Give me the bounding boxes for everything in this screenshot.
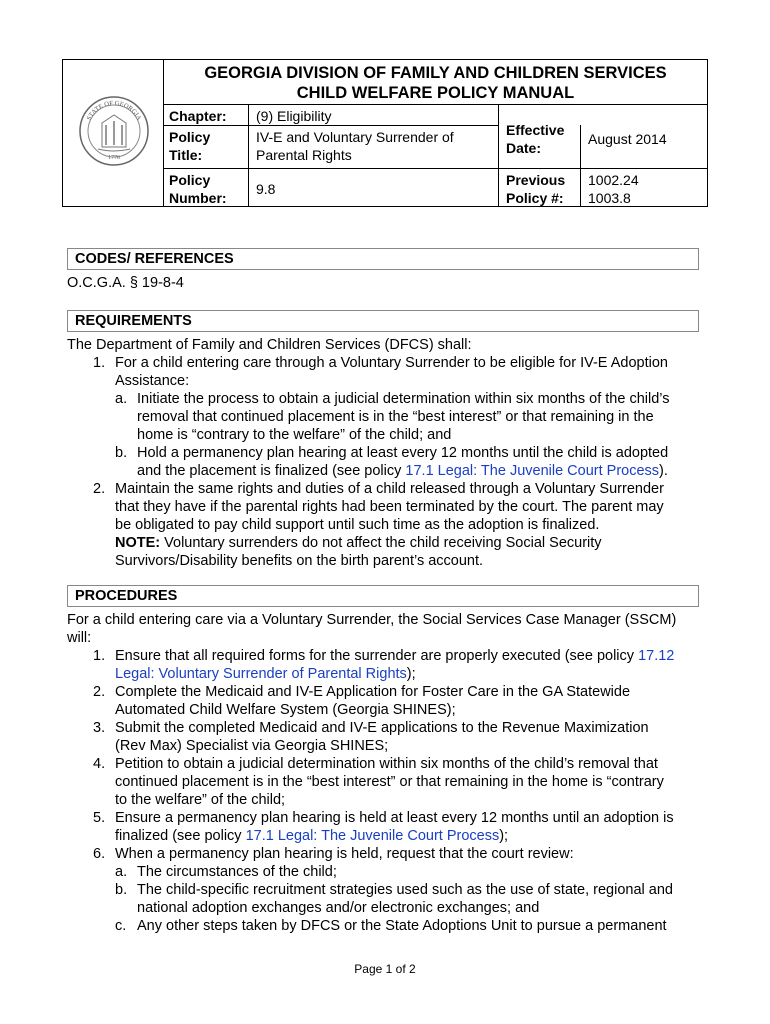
list-letter: b. [115, 445, 128, 461]
manual-title [164, 60, 707, 105]
list-number: 2. [93, 481, 106, 497]
seal-cell [63, 60, 164, 206]
list-item: and the placement is finalized (see policy 17.1 Legal: The Juvenile Court Process). [137, 463, 668, 479]
list-item: (Rev Max) Specialist via Georgia SHINES; [115, 738, 389, 754]
title-line-2: CHILD WELFARE POLICY MANUAL [296, 84, 575, 102]
divider [164, 168, 707, 169]
list-item: Submit the completed Medicaid and IV-E applications to the Revenue Maximization [115, 720, 649, 736]
divider [498, 104, 499, 206]
chapter-value: (9) Eligibility [256, 108, 332, 124]
policy-number-value: 9.8 [256, 181, 276, 197]
list-item: continued placement is in the “best interest” or that remaining in the home is “contrary [115, 774, 664, 790]
list-item: Maintain the same rights and duties of a child released through a Voluntary Surrender [115, 481, 664, 497]
list-item: be obligated to pay child support until such time as the adoption is finalized. [115, 517, 600, 533]
policy-link-17-1[interactable]: 17.1 Legal: The Juvenile Court Process [405, 463, 660, 479]
list-number: 3. [93, 720, 106, 736]
effective-date-value: August 2014 [588, 131, 667, 147]
list-number: 1. [93, 648, 106, 664]
list-item: Hold a permanency plan hearing at least every 12 months until the child is adopted [137, 445, 669, 461]
list-number: 6. [93, 846, 106, 862]
policy-title-value: IV-E and Voluntary Surrender of Parental Rights [256, 129, 454, 163]
list-item: Assistance: [115, 373, 190, 389]
list-number: 5. [93, 810, 106, 826]
codes-section-header: CODES/ REFERENCES [67, 248, 699, 270]
procedures-intro: will: [67, 630, 92, 646]
title-line-1: GEORGIA DIVISION OF FAMILY AND CHILDREN SERVICES [204, 64, 667, 82]
policy-link-17-12[interactable]: 17.12 [638, 648, 675, 664]
page-number: Page 1 of 2 [354, 962, 416, 976]
list-letter: c. [115, 918, 127, 934]
list-item: The child-specific recruitment strategies used such as the use of state, regional and [137, 882, 673, 898]
list-item: Petition to obtain a judicial determination within six months of the child’s removal that [115, 756, 658, 772]
previous-policy-value: 1002.24 1003.8 [588, 172, 639, 206]
list-item: removal that continued placement is in the “best interest” or that remaining in the [137, 409, 654, 425]
requirements-section-header: REQUIREMENTS [67, 310, 699, 332]
list-item: Initiate the process to obtain a judicial determination within six months of the child’s [137, 391, 670, 407]
divider [248, 104, 249, 206]
divider [164, 125, 498, 126]
list-letter: b. [115, 882, 128, 898]
list-item: home is “contrary to the welfare” of the child; and [137, 427, 452, 443]
previous-policy-label: Previous Policy #: [506, 172, 566, 206]
requirements-intro: The Department of Family and Children Services (DFCS) shall: [67, 337, 472, 353]
procedures-intro: For a child entering care via a Voluntary Surrender, the Social Services Case Manager (SSCM) [67, 612, 677, 628]
list-item: to the welfare” of the child; [115, 792, 286, 808]
list-number: 2. [93, 684, 106, 700]
list-item: The circumstances of the child; [137, 864, 337, 880]
divider [580, 125, 581, 206]
policy-number-label: Policy Number: [169, 172, 227, 206]
effective-date-label: Effective Date: [506, 122, 565, 156]
list-item: When a permanency plan hearing is held, request that the court review: [115, 846, 574, 862]
seal-year: 1776 [108, 155, 120, 161]
policy-header-table [62, 59, 708, 207]
list-item: national adoption exchanges and/or electronic exchanges; and [137, 900, 540, 916]
list-item: finalized (see policy 17.1 Legal: The Juvenile Court Process); [115, 828, 509, 844]
list-letter: a. [115, 864, 128, 880]
seal-text: STATE OF GEORGIA [85, 99, 143, 122]
policy-link-17-1[interactable]: 17.1 Legal: The Juvenile Court Process [245, 828, 500, 844]
list-number: 1. [93, 355, 106, 371]
list-item: For a child entering care through a Voluntary Surrender to be eligible for IV-E Adoption [115, 355, 668, 371]
note: NOTE: Voluntary surrenders do not affect the child receiving Social Security [115, 535, 602, 551]
list-item: that they have if the parental rights had been terminated by the court. The parent may [115, 499, 664, 515]
procedures-section-header: PROCEDURES [67, 585, 699, 607]
policy-title-label: Policy Title: [169, 129, 211, 163]
georgia-state-seal-icon [78, 95, 150, 167]
code-reference: O.C.G.A. § 19-8-4 [67, 275, 184, 291]
list-item: Automated Child Welfare System (Georgia SHINES); [115, 702, 456, 718]
list-item: Ensure a permanency plan hearing is held at least every 12 months until an adoption is [115, 810, 674, 826]
list-item: Ensure that all required forms for the surrender are properly executed (see policy 17.12 [115, 648, 675, 664]
list-number: 4. [93, 756, 106, 772]
policy-link-17-12-title[interactable]: Legal: Voluntary Surrender of Parental Rights [115, 666, 407, 682]
list-letter: a. [115, 391, 128, 407]
list-item: Legal: Voluntary Surrender of Parental Rights); [115, 666, 416, 682]
list-item: Complete the Medicaid and IV-E Application for Foster Care in the GA Statewide [115, 684, 631, 700]
list-item: Any other steps taken by DFCS or the State Adoptions Unit to pursue a permanent [137, 918, 667, 934]
chapter-label: Chapter: [169, 108, 227, 124]
note: Survivors/Disability benefits on the birth parent’s account. [115, 553, 484, 569]
